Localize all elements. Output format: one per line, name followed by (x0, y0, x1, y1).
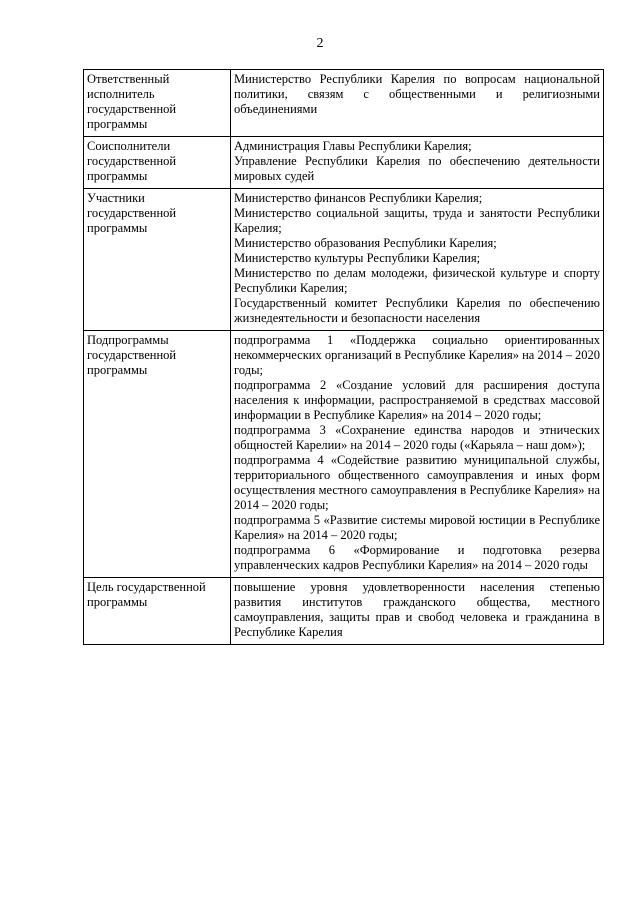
value-line: Министерство Республики Карелия по вопросам национальной политики, связям с общественными и религиозными объединениями (234, 72, 600, 116)
row-value-responsible-executor (231, 70, 604, 137)
page-number: 2 (316, 36, 324, 51)
subprogram-item: подпрограмма 6 «Формирование и подготовка резерва управленческих кадров Республики Карелия» на 2014 – 2020 годы (234, 543, 600, 572)
row-label-co-executors: Соисполнители государственной программы (84, 137, 231, 189)
subprogram-item: подпрограмма 4 «Содействие развитию муниципальной службы, территориального общественного самоуправления и иных форм осуществления местного самоуправления в Республике Карелия» на 2014 – 2020 годы; (234, 453, 600, 512)
row-label-goal: Цель государственной программы (84, 578, 231, 645)
row-value-goal (231, 578, 604, 645)
subprogram-item: подпрограмма 2 «Создание условий для расширения доступа населения к информации, распространяемой в средствах массовой информации в Республике Карелия» на 2014 – 2020 годы; (234, 378, 600, 422)
row-value-co-executors (231, 137, 604, 189)
table-row (84, 137, 604, 189)
value-line: Министерство по делам молодежи, физической культуре и спорту Республики Карелия; (234, 266, 600, 295)
table-row (84, 578, 604, 645)
table-row (84, 331, 604, 578)
table-row (84, 70, 604, 137)
value-line: Управление Республики Карелия по обеспечению деятельности мировых судей (234, 154, 600, 183)
row-value-subprograms (231, 331, 604, 578)
value-line: Министерство образования Республики Карелия; (234, 236, 497, 250)
subprogram-item: подпрограмма 1 «Поддержка социально ориентированных некоммерческих организаций в Республике Карелия» на 2014 – 2020 годы; (234, 333, 600, 377)
subprogram-item: подпрограмма 5 «Развитие системы мировой юстиции в Республике Карелия» на 2014 – 2020 годы; (234, 513, 600, 542)
value-line: повышение уровня удовлетворенности населения степенью развития институтов гражданского общества, местного самоуправления, защиты прав и свобод человека и гражданина в Республике Карелия (234, 580, 600, 639)
value-line: Министерство финансов Республики Карелия; (234, 191, 483, 205)
subprogram-item: подпрограмма 3 «Сохранение единства народов и этнических общностей Карелии» на 2014 – 2020 годы («Карьяла – наш дом»); (234, 423, 600, 452)
value-line: Администрация Главы Республики Карелия; (234, 139, 472, 153)
value-line: Государственный комитет Республики Карелия по обеспечению жизнедеятельности и безопасности населения (234, 296, 600, 325)
table-row (84, 189, 604, 331)
row-label-participants: Участники государственной программы (84, 189, 231, 331)
row-label-subprograms: Подпрограммы государственной программы (84, 331, 231, 578)
row-value-participants (231, 189, 604, 331)
value-line: Министерство культуры Республики Карелия; (234, 251, 481, 265)
program-passport-table (83, 69, 604, 645)
value-line: Министерство социальной защиты, труда и занятости Республики Карелия; (234, 206, 600, 235)
row-label-responsible-executor: Ответственный исполнитель государственной программы (84, 70, 231, 137)
